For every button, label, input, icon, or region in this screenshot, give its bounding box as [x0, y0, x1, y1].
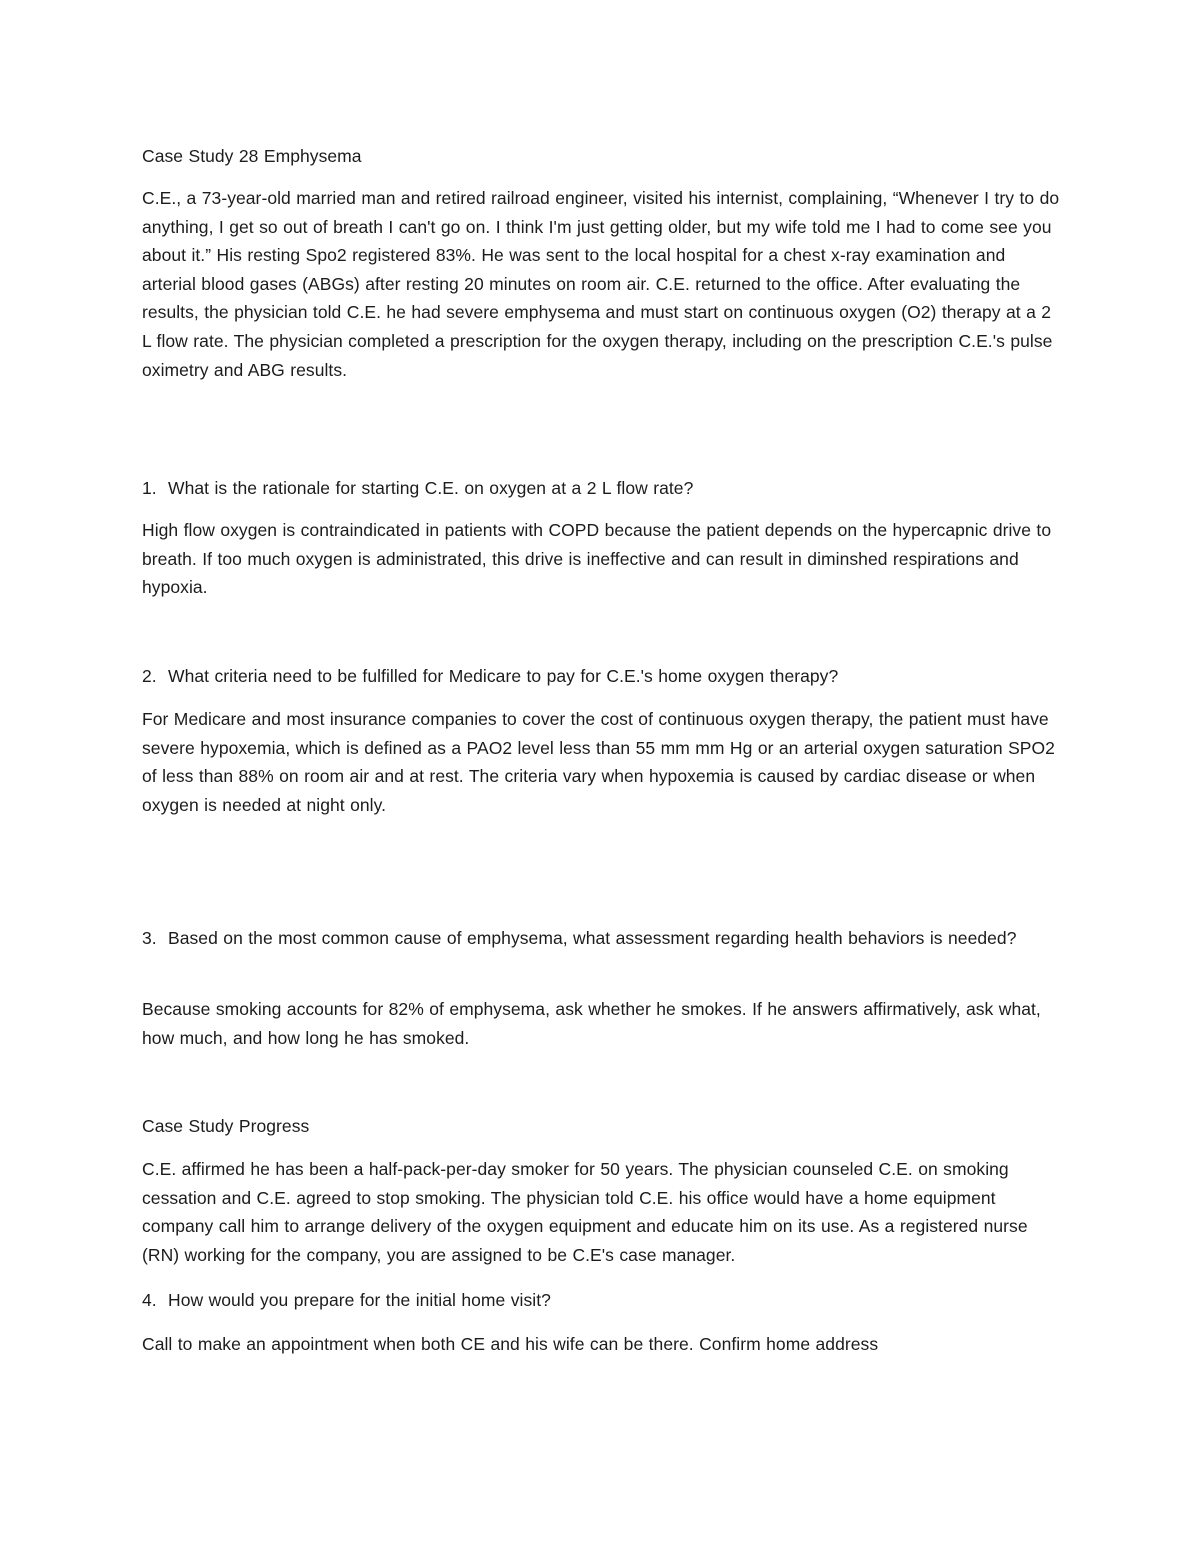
answer-3: Because smoking accounts for 82% of emphysema, ask whether he smokes. If he answers affirmatively, ask what, how much, and how long he has smoked. — [142, 999, 1041, 1048]
progress-heading: Case Study Progress — [142, 1116, 310, 1136]
question-1 — [142, 474, 1062, 503]
document-title: Case Study 28 Emphysema — [142, 146, 362, 166]
intro-paragraph: C.E., a 73-year-old married man and retired railroad engineer, visited his internist, complaining, “Whenever I try to do anything, I get so out of breath I can't go on. I think I'm just getting older, but my wife told me I had to come see you about it.” His resting Spo2 registered 83%. He was sent to the local hospital for a chest x-ray examination and arterial blood gases (ABGs) after resting 20 minutes on room air. C.E. returned to the office. After evaluating the results, the physician told C.E. he had severe emphysema and must start on continuous oxygen (O2) therapy at a 2 L flow rate. The physician completed a prescription for the oxygen therapy, including on the prescription C.E.'s pulse oximetry and ABG results. — [142, 188, 1060, 380]
question-3 — [142, 924, 1062, 953]
question-text: Based on the most common cause of emphysema, what assessment regarding health behaviors is needed? — [168, 928, 1017, 948]
question-number: 1. — [142, 478, 157, 498]
question-text: How would you prepare for the initial home visit? — [168, 1290, 551, 1310]
question-number: 2. — [142, 666, 157, 686]
question-number: 4. — [142, 1290, 157, 1310]
question-4 — [142, 1286, 1062, 1315]
question-2 — [142, 662, 1062, 691]
question-text: What criteria need to be fulfilled for Medicare to pay for C.E.'s home oxygen therapy? — [168, 666, 839, 686]
question-number: 3. — [142, 928, 157, 948]
answer-2: For Medicare and most insurance companies to cover the cost of continuous oxygen therapy, the patient must have severe hypoxemia, which is defined as a PAO2 level less than 55 mm mm Hg or an arterial oxygen saturation SPO2 of less than 88% on room air and at rest. The criteria vary when hypoxemia is caused by cardiac disease or when oxygen is needed at night only. — [142, 709, 1055, 815]
answer-4: Call to make an appointment when both CE and his wife can be there. Confirm home address — [142, 1334, 879, 1354]
question-text: What is the rationale for starting C.E. on oxygen at a 2 L flow rate? — [168, 478, 694, 498]
progress-paragraph: C.E. affirmed he has been a half-pack-per-day smoker for 50 years. The physician counseled C.E. on smoking cessation and C.E. agreed to stop smoking. The physician told C.E. his office would have a home equipment company call him to arrange delivery of the oxygen equipment and educate him on its use. As a registered nurse (RN) working for the company, you are assigned to be C.E's case manager. — [142, 1159, 1028, 1265]
answer-1: High flow oxygen is contraindicated in patients with COPD because the patient depends on the hypercapnic drive to breath. If too much oxygen is administrated, this drive is ineffective and can result in diminshed respirations and hypoxia. — [142, 520, 1052, 598]
